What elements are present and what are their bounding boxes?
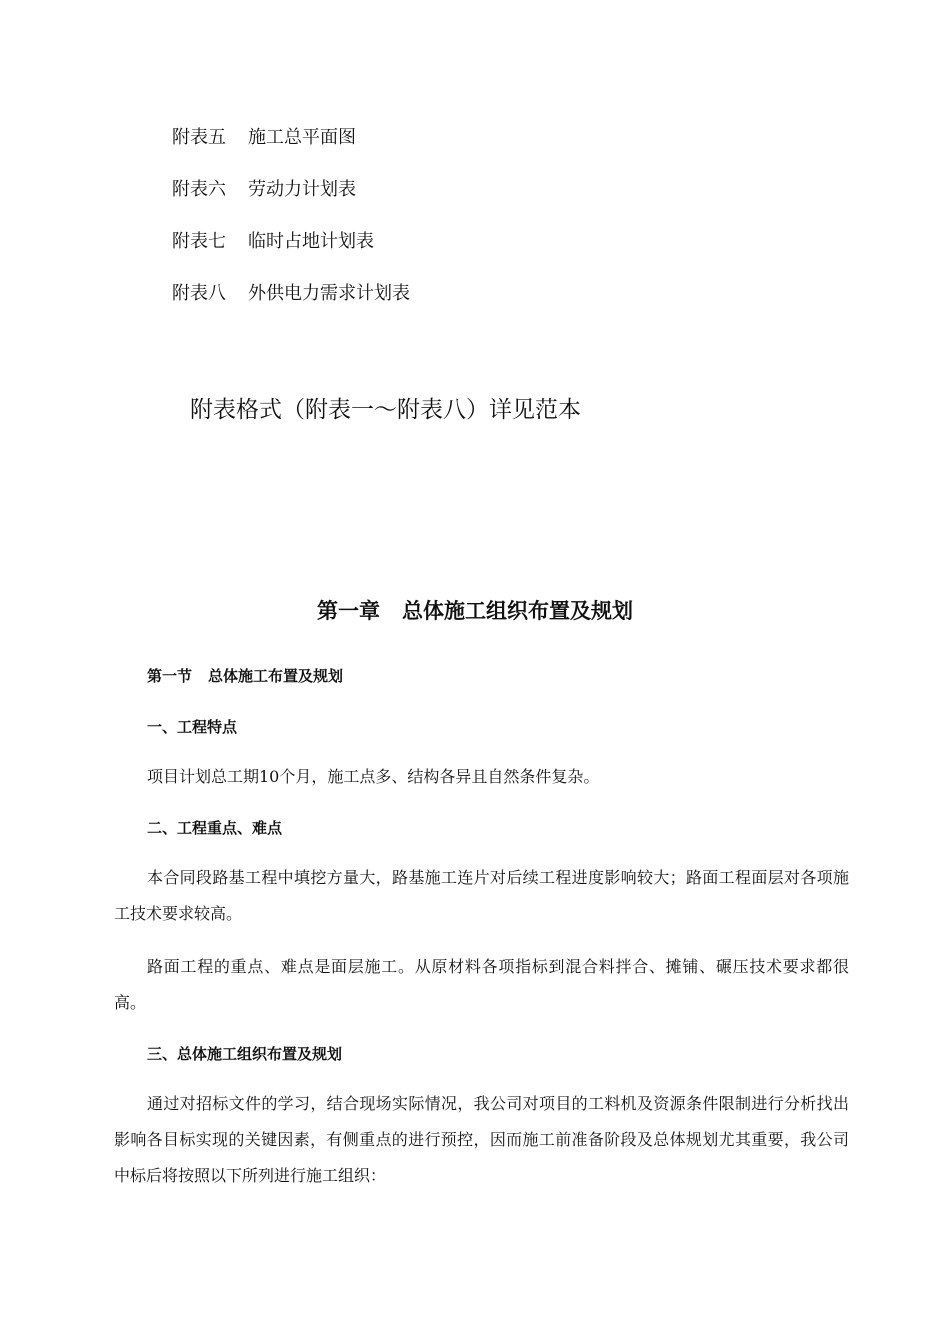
- appendix-title: 外供电力需求计划表: [248, 283, 410, 304]
- paragraph: 通过对招标文件的学习，结合现场实际情况，我公司对项目的工料机及资源条件限制进行分析找出影响各目标实现的关键因素，有侧重点的进行预控，因而施工前准备阶段及总体规划尤其重要，我公司中标后将按照以下所列进行施工组织：: [114, 1094, 849, 1185]
- appendix-item: [172, 178, 356, 202]
- appendix-item: [172, 282, 410, 306]
- subsection-heading: 三、总体施工组织布置及规划: [147, 1045, 343, 1063]
- section-name: 总体施工布置及规划: [208, 667, 344, 685]
- appendix-format-note: 附表格式（附表一～附表八）详见范本: [190, 397, 581, 423]
- subsection-heading: 一、工程特点: [147, 718, 238, 736]
- paragraph: 路面工程的重点、难点是面层施工。从原材料各项指标到混合料拌合、摊铺、碾压技术要求都很高。: [114, 957, 849, 1012]
- section-heading: [147, 665, 343, 687]
- appendix-title: 临时占地计划表: [248, 231, 374, 252]
- chapter-title: [0, 596, 950, 626]
- appendix-tag: 附表八: [172, 283, 226, 304]
- subsection-heading: 二、工程重点、难点: [147, 819, 283, 837]
- appendix-tag: 附表七: [172, 231, 226, 252]
- paragraph: 本合同段路基工程中填挖方量大，路基施工连片对后续工程进度影响较大；路面工程面层对各项施工技术要求较高。: [114, 868, 849, 923]
- chapter-name: 总体施工组织布置及规划: [402, 598, 633, 623]
- appendix-title: 劳动力计划表: [248, 179, 356, 200]
- paragraph: 项目计划总工期10个月，施工点多、结构各异且自然条件复杂。: [147, 767, 600, 786]
- appendix-item: [172, 126, 356, 150]
- appendix-tag: 附表六: [172, 179, 226, 200]
- section-number: 第一节: [147, 667, 193, 685]
- chapter-number: 第一章: [317, 598, 380, 623]
- appendix-item: [172, 230, 374, 254]
- appendix-title: 施工总平面图: [248, 127, 356, 148]
- appendix-tag: 附表五: [172, 127, 226, 148]
